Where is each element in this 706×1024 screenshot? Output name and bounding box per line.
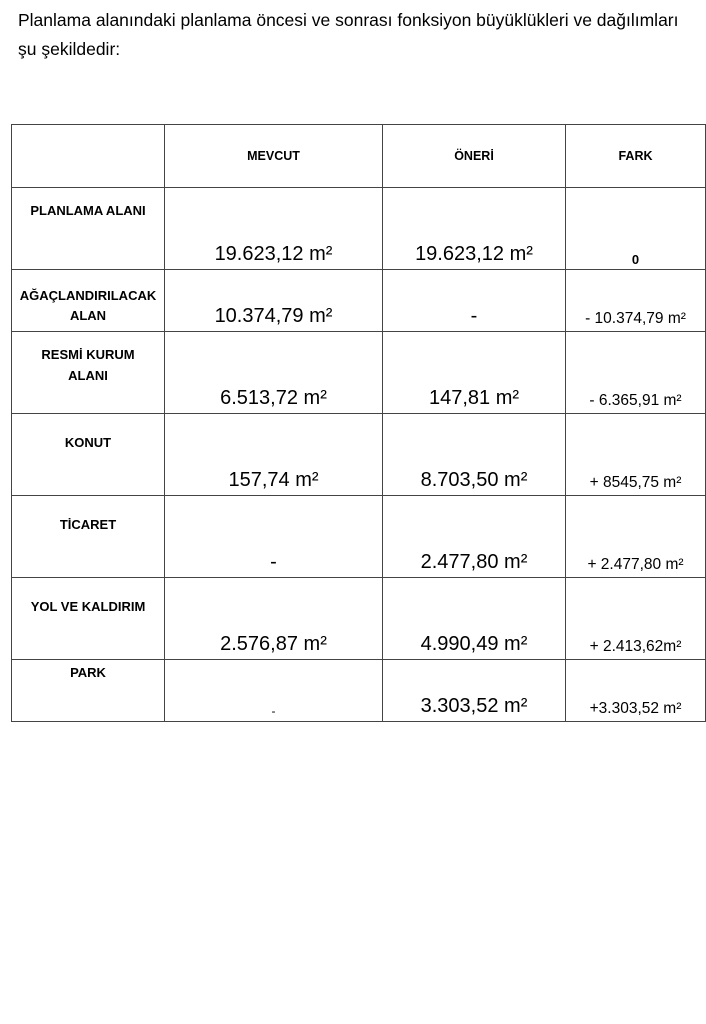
fark-cell: + 2.413,62m²	[566, 578, 706, 660]
table-row	[12, 496, 706, 578]
fark-cell: - 6.365,91 m²	[566, 332, 706, 414]
mevcut-cell: 19.623,12 m²	[165, 188, 383, 270]
oneri-cell: 19.623,12 m²	[383, 188, 566, 270]
oneri-cell: 3.303,52 m²	[383, 660, 566, 722]
mevcut-cell: -	[165, 660, 383, 722]
function-size-table	[11, 124, 706, 722]
row-label-cell	[12, 188, 165, 270]
fark-cell: + 8545,75 m²	[566, 414, 706, 496]
row-label-cell	[12, 496, 165, 578]
mevcut-cell: 10.374,79 m²	[165, 270, 383, 332]
header-empty-cell	[12, 125, 165, 188]
header-oneri: ÖNERİ	[383, 125, 566, 188]
table-row	[12, 578, 706, 660]
oneri-cell: 8.703,50 m²	[383, 414, 566, 496]
row-label: YOL VE KALDIRIM	[30, 599, 146, 614]
row-label-cell	[12, 578, 165, 660]
oneri-cell: -	[383, 270, 566, 332]
intro-paragraph: Planlama alanındaki planlama öncesi ve sonrası fonksiyon büyüklükleri ve dağılımları şu şekildedir:	[18, 10, 679, 59]
row-label-cell	[12, 332, 165, 414]
row-label: AĞAÇLANDIRILACAK ALAN	[19, 288, 157, 323]
table-row	[12, 414, 706, 496]
row-label: KONUT	[64, 435, 112, 450]
mevcut-cell: 6.513,72 m²	[165, 332, 383, 414]
table-header-row	[12, 125, 706, 188]
fark-cell: 0	[566, 188, 706, 270]
fark-cell: +3.303,52 m²	[566, 660, 706, 722]
table-row	[12, 660, 706, 722]
row-label: RESMİ KURUM ALANI	[41, 347, 135, 383]
oneri-cell: 147,81 m²	[383, 332, 566, 414]
fark-cell: - 10.374,79 m²	[566, 270, 706, 332]
fark-cell: + 2.477,80 m²	[566, 496, 706, 578]
oneri-cell: 4.990,49 m²	[383, 578, 566, 660]
row-label-cell	[12, 414, 165, 496]
oneri-cell: 2.477,80 m²	[383, 496, 566, 578]
table-row	[12, 332, 706, 414]
row-label: PARK	[70, 665, 106, 680]
mevcut-cell: 157,74 m²	[165, 414, 383, 496]
row-label-cell	[12, 660, 165, 722]
row-label: TİCARET	[59, 517, 117, 532]
mevcut-cell: 2.576,87 m²	[165, 578, 383, 660]
header-fark: FARK	[566, 125, 706, 188]
row-label-cell	[12, 270, 165, 332]
table-row	[12, 270, 706, 332]
table-row	[12, 188, 706, 270]
row-label: PLANLAMA ALANI	[30, 203, 146, 218]
header-mevcut: MEVCUT	[165, 125, 383, 188]
mevcut-cell: -	[165, 496, 383, 578]
